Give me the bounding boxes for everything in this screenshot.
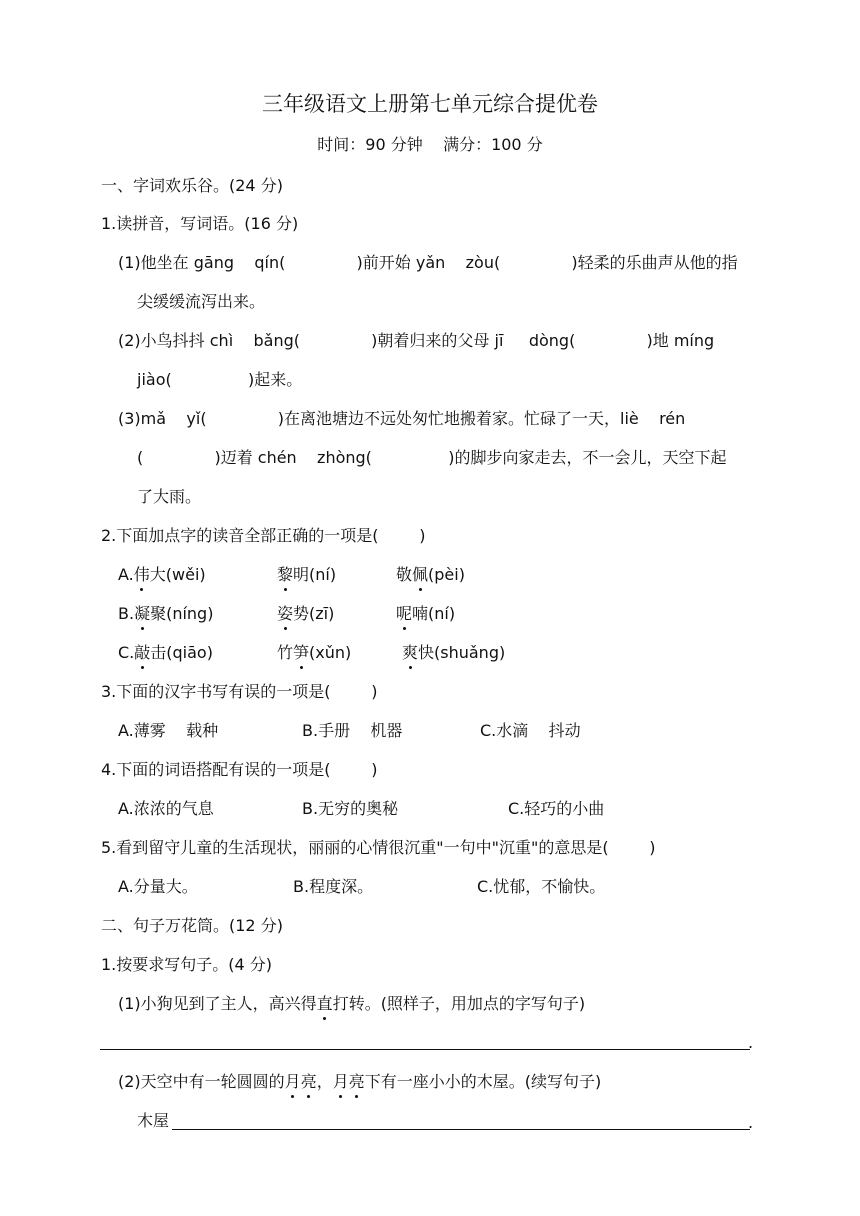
prompt-text: (2)天空中有一轮圆圆的 <box>118 1072 285 1091</box>
prompt-text: 下有一座小小的木屋。(续写句子) <box>364 1072 602 1091</box>
q2-option-b-word-2 <box>277 603 334 625</box>
answer-1-period: . <box>748 1033 754 1052</box>
s2-q1-item-2 <box>118 1071 601 1093</box>
q1-item-3-line-3: 了大雨。 <box>137 487 202 506</box>
q5-option-a: A.分量大。 <box>118 877 198 896</box>
dotted-char: 月 <box>332 1072 349 1091</box>
answer-line-2[interactable] <box>172 1129 750 1130</box>
option-text: 敬 <box>396 565 413 584</box>
q2-option-a-word-1 <box>118 564 206 586</box>
option-text: 势(zī) <box>293 604 335 623</box>
q5-option-b: B.程度深。 <box>293 877 374 896</box>
prompt-text: (1)小狗见到了主人，高兴得 <box>118 994 317 1013</box>
q1-item-2-line-1: (2)小鸟抖抖 chì bǎng( )朝着归来的父母 jī dòng( )地 míng <box>118 331 715 350</box>
dotted-char: 伟 <box>133 565 150 584</box>
q4-option-a: A.浓浓的气息 <box>118 799 214 818</box>
q1-title: 1.读拼音，写词语。(16 分) <box>101 214 299 233</box>
dotted-char: 佩 <box>412 565 429 584</box>
dotted-char: 黎 <box>277 565 294 584</box>
option-text: 竹 <box>277 643 294 662</box>
option-text: 大(wěi) <box>149 565 206 584</box>
q1-item-3-line-2: ( )迈着 chén zhòng( )的脚步向家走去，不一会儿，天空下起 <box>137 448 727 467</box>
dotted-char: 亮 <box>348 1072 365 1091</box>
q2-option-a-word-3 <box>396 564 465 586</box>
q4-title: 4.下面的词语搭配有误的一项是( ) <box>101 760 378 779</box>
option-text: (xǔn) <box>309 643 352 662</box>
q2-title: 2.下面加点字的读音全部正确的一项是( ) <box>101 526 426 545</box>
dotted-char: 敲 <box>134 643 151 662</box>
option-text: 明(ní) <box>293 565 337 584</box>
q2-option-c-word-1 <box>118 642 213 664</box>
q3-option-b: B.手册 机器 <box>302 721 403 740</box>
q2-option-a-word-2 <box>277 564 336 586</box>
option-letter: A. <box>118 565 134 584</box>
dotted-char: 呢 <box>396 604 413 623</box>
q1-item-1-line-1: (1)他坐在 gāng qín( )前开始 yǎn zòu( )轻柔的乐曲声从他的指 <box>118 253 738 272</box>
exam-info: 时间：90 分钟 满分：100 分 <box>317 135 543 154</box>
q2-option-c-word-3 <box>402 642 505 664</box>
dotted-char: 亮 <box>300 1072 317 1091</box>
option-letter: C. <box>118 643 135 662</box>
q1-item-1-line-2: 尖缓缓流泻出来。 <box>137 292 266 311</box>
dotted-char: 笋 <box>293 643 310 662</box>
s2-q1-item-1 <box>118 993 585 1015</box>
q2-option-b-word-3 <box>396 603 455 625</box>
q2-option-b-word-1 <box>118 603 213 625</box>
q3-option-a: A.薄雾 载种 <box>118 721 219 740</box>
q4-option-b: B.无穷的奥秘 <box>302 799 399 818</box>
q4-option-c: C.轻巧的小曲 <box>508 799 605 818</box>
answer-2-period: . <box>748 1113 754 1132</box>
option-text: 快(shuǎng) <box>418 643 506 662</box>
dotted-char: 姿 <box>277 604 294 623</box>
option-text: 喃(ní) <box>412 604 456 623</box>
section-1-heading: 一、字词欢乐谷。(24 分) <box>101 176 283 195</box>
q1-item-2-line-2: jiào( )起来。 <box>137 370 303 389</box>
answer-line-1[interactable] <box>100 1049 750 1050</box>
section-2-heading: 二、句子万花筒。(12 分) <box>101 916 283 935</box>
q1-item-3-line-1: (3)mǎ yǐ( )在离池塘边不远处匆忙地搬着家。忙碌了一天，liè rén <box>118 409 686 428</box>
option-text: 击(qiāo) <box>150 643 213 662</box>
prompt-text: 打转。(照样子，用加点的字写句子) <box>332 994 586 1013</box>
q3-option-c: C.水滴 抖动 <box>480 721 581 740</box>
s2-q1-title: 1.按要求写句子。(4 分) <box>101 955 273 974</box>
dotted-char: 月 <box>284 1072 301 1091</box>
dotted-char: 凝 <box>134 604 151 623</box>
q3-title: 3.下面的汉字书写有误的一项是( ) <box>101 682 378 701</box>
option-letter: B. <box>118 604 135 623</box>
dotted-char: 直 <box>316 994 333 1013</box>
option-text: (pèi) <box>428 565 465 584</box>
q5-option-c: C.忧郁，不愉快。 <box>477 877 606 896</box>
prompt-text: ， <box>316 1072 333 1091</box>
dotted-char: 爽 <box>402 643 419 662</box>
answer-2-prefix: 木屋 <box>137 1111 170 1130</box>
page-title: 三年级语文上册第七单元综合提优卷 <box>262 92 598 116</box>
q5-title: 5.看到留守儿童的生活现状，丽丽的心情很沉重"一句中"沉重"的意思是( ) <box>101 838 656 857</box>
q2-option-c-word-2 <box>277 642 351 664</box>
option-text: 聚(níng) <box>150 604 214 623</box>
